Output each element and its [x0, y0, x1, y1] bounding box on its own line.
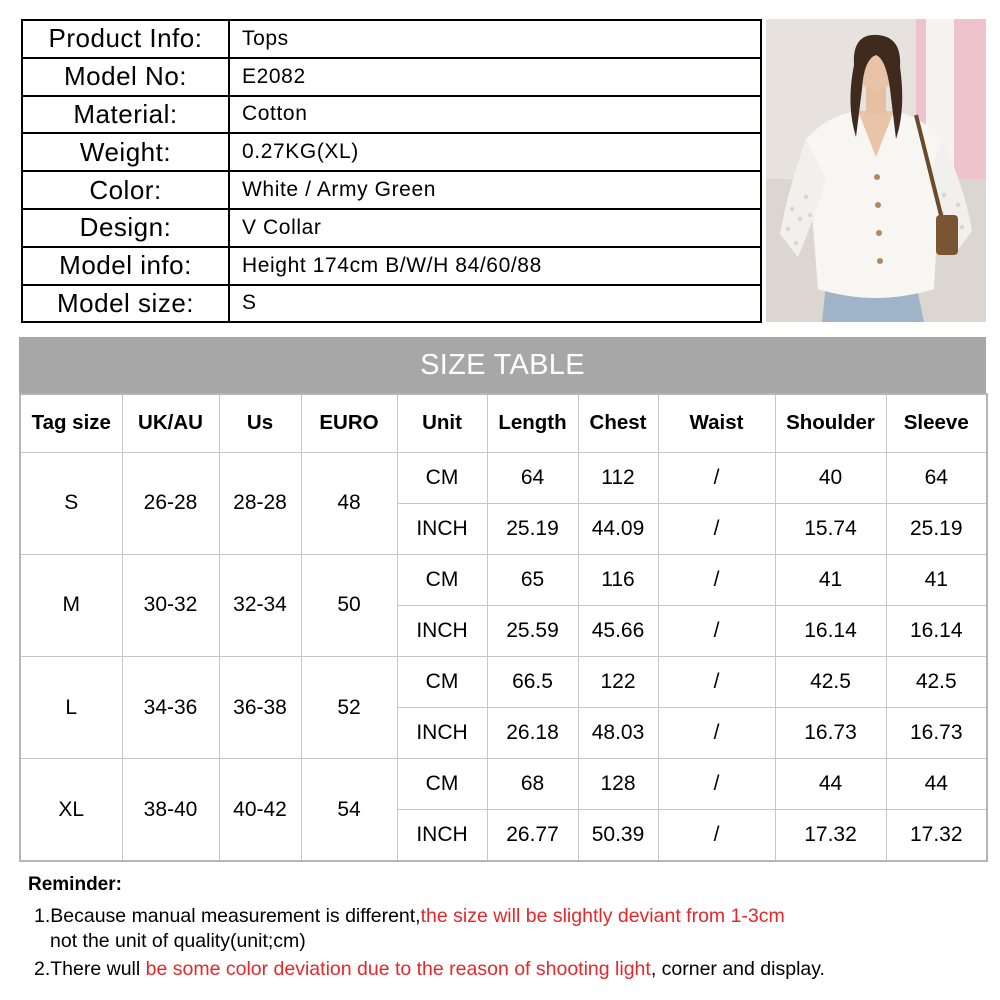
info-row-material [22, 96, 761, 134]
cell-us: 40-42 [219, 759, 301, 861]
table-row [20, 452, 987, 503]
cell-length: 26.77 [487, 810, 578, 861]
reminder-line-2-text: 2.There wull [34, 958, 146, 980]
cell-sleeve: 25.19 [886, 503, 987, 554]
cell-shoulder: 41 [775, 554, 886, 605]
reminder-line-2-highlight: be some color deviation due to the reason of shooting light [145, 958, 651, 980]
info-label: Weight: [22, 133, 229, 171]
header-uk-au: UK/AU [122, 394, 219, 452]
cell-shoulder: 15.74 [775, 503, 886, 554]
cell-tag-size: L [20, 657, 122, 759]
cell-chest: 122 [578, 657, 658, 708]
cell-shoulder: 42.5 [775, 657, 886, 708]
size-table [19, 393, 988, 862]
cell-length: 68 [487, 759, 578, 810]
info-value: Cotton [229, 96, 761, 134]
cell-chest: 112 [578, 452, 658, 503]
cell-euro: 54 [301, 759, 397, 861]
size-table-header-row [20, 394, 987, 452]
header-waist: Waist [658, 394, 775, 452]
cell-waist: / [658, 759, 775, 810]
table-row [20, 554, 987, 605]
cell-unit: CM [397, 759, 487, 810]
cell-length: 64 [487, 452, 578, 503]
cell-us: 32-34 [219, 554, 301, 656]
cell-waist: / [658, 554, 775, 605]
cell-length: 66.5 [487, 657, 578, 708]
model-photo [766, 19, 986, 322]
info-row-model-size [22, 285, 761, 323]
cell-sleeve: 42.5 [886, 657, 987, 708]
cell-unit: INCH [397, 503, 487, 554]
info-value: 0.27KG(XL) [229, 133, 761, 171]
cell-uk-au: 34-36 [122, 657, 219, 759]
reminder-line-1 [28, 904, 978, 929]
header-length: Length [487, 394, 578, 452]
table-row [20, 759, 987, 810]
info-value: White / Army Green [229, 171, 761, 209]
cell-shoulder: 40 [775, 452, 886, 503]
cell-unit: INCH [397, 708, 487, 759]
cell-us: 28-28 [219, 452, 301, 554]
cell-chest: 48.03 [578, 708, 658, 759]
cell-waist: / [658, 452, 775, 503]
cell-unit: CM [397, 657, 487, 708]
info-row-color [22, 171, 761, 209]
cell-chest: 50.39 [578, 810, 658, 861]
cell-chest: 116 [578, 554, 658, 605]
cell-euro: 50 [301, 554, 397, 656]
cell-us: 36-38 [219, 657, 301, 759]
cell-length: 25.19 [487, 503, 578, 554]
info-label: Design: [22, 209, 229, 247]
cell-shoulder: 16.14 [775, 605, 886, 656]
header-euro: EURO [301, 394, 397, 452]
info-row-model-info [22, 247, 761, 285]
cell-uk-au: 38-40 [122, 759, 219, 861]
cell-waist: / [658, 708, 775, 759]
info-value: V Collar [229, 209, 761, 247]
cell-tag-size: S [20, 452, 122, 554]
header-unit: Unit [397, 394, 487, 452]
cell-unit: INCH [397, 605, 487, 656]
header-chest: Chest [578, 394, 658, 452]
cell-uk-au: 30-32 [122, 554, 219, 656]
info-row-model-no [22, 58, 761, 96]
header-us: Us [219, 394, 301, 452]
info-value: S [229, 285, 761, 323]
info-value: Height 174cm B/W/H 84/60/88 [229, 247, 761, 285]
cell-euro: 48 [301, 452, 397, 554]
info-label: Material: [22, 96, 229, 134]
info-label: Model info: [22, 247, 229, 285]
cell-unit: CM [397, 554, 487, 605]
cell-length: 65 [487, 554, 578, 605]
cell-waist: / [658, 503, 775, 554]
reminder-line-1-highlight: the size will be slightly deviant from 1-3cm [420, 905, 785, 927]
cell-length: 26.18 [487, 708, 578, 759]
cell-chest: 128 [578, 759, 658, 810]
cell-waist: / [658, 605, 775, 656]
info-value: Tops [229, 20, 761, 58]
cell-unit: INCH [397, 810, 487, 861]
reminder-line-1-continued: not the unit of quality(unit;cm) [50, 930, 306, 952]
cell-sleeve: 44 [886, 759, 987, 810]
cell-euro: 52 [301, 657, 397, 759]
cell-uk-au: 26-28 [122, 452, 219, 554]
info-label: Product Info: [22, 20, 229, 58]
cell-length: 25.59 [487, 605, 578, 656]
table-row [20, 657, 987, 708]
reminder-line-2 [28, 957, 978, 982]
cell-sleeve: 16.14 [886, 605, 987, 656]
info-row-product [22, 20, 761, 58]
reminder-line-2-tail: , corner and display. [650, 958, 825, 980]
cell-chest: 44.09 [578, 503, 658, 554]
reminder-title: Reminder: [28, 874, 122, 895]
cell-tag-size: XL [20, 759, 122, 861]
info-label: Model No: [22, 58, 229, 96]
cell-sleeve: 17.32 [886, 810, 987, 861]
cell-waist: / [658, 657, 775, 708]
header-sleeve: Sleeve [886, 394, 987, 452]
cell-chest: 45.66 [578, 605, 658, 656]
header-shoulder: Shoulder [775, 394, 886, 452]
cell-sleeve: 41 [886, 554, 987, 605]
cell-sleeve: 64 [886, 452, 987, 503]
cell-shoulder: 44 [775, 759, 886, 810]
cell-shoulder: 17.32 [775, 810, 886, 861]
info-label: Model size: [22, 285, 229, 323]
cell-waist: / [658, 810, 775, 861]
header-tag-size: Tag size [20, 394, 122, 452]
reminder-line-1-text: 1.Because manual measurement is different, [34, 905, 421, 927]
cell-unit: CM [397, 452, 487, 503]
info-row-weight [22, 133, 761, 171]
info-label: Color: [22, 171, 229, 209]
size-table-title: SIZE TABLE [19, 337, 986, 393]
model-photo-illustration [766, 19, 986, 322]
cell-shoulder: 16.73 [775, 708, 886, 759]
cell-tag-size: M [20, 554, 122, 656]
info-row-design [22, 209, 761, 247]
product-info-table [21, 19, 762, 323]
cell-sleeve: 16.73 [886, 708, 987, 759]
info-value: E2082 [229, 58, 761, 96]
reminder-section [28, 874, 978, 982]
